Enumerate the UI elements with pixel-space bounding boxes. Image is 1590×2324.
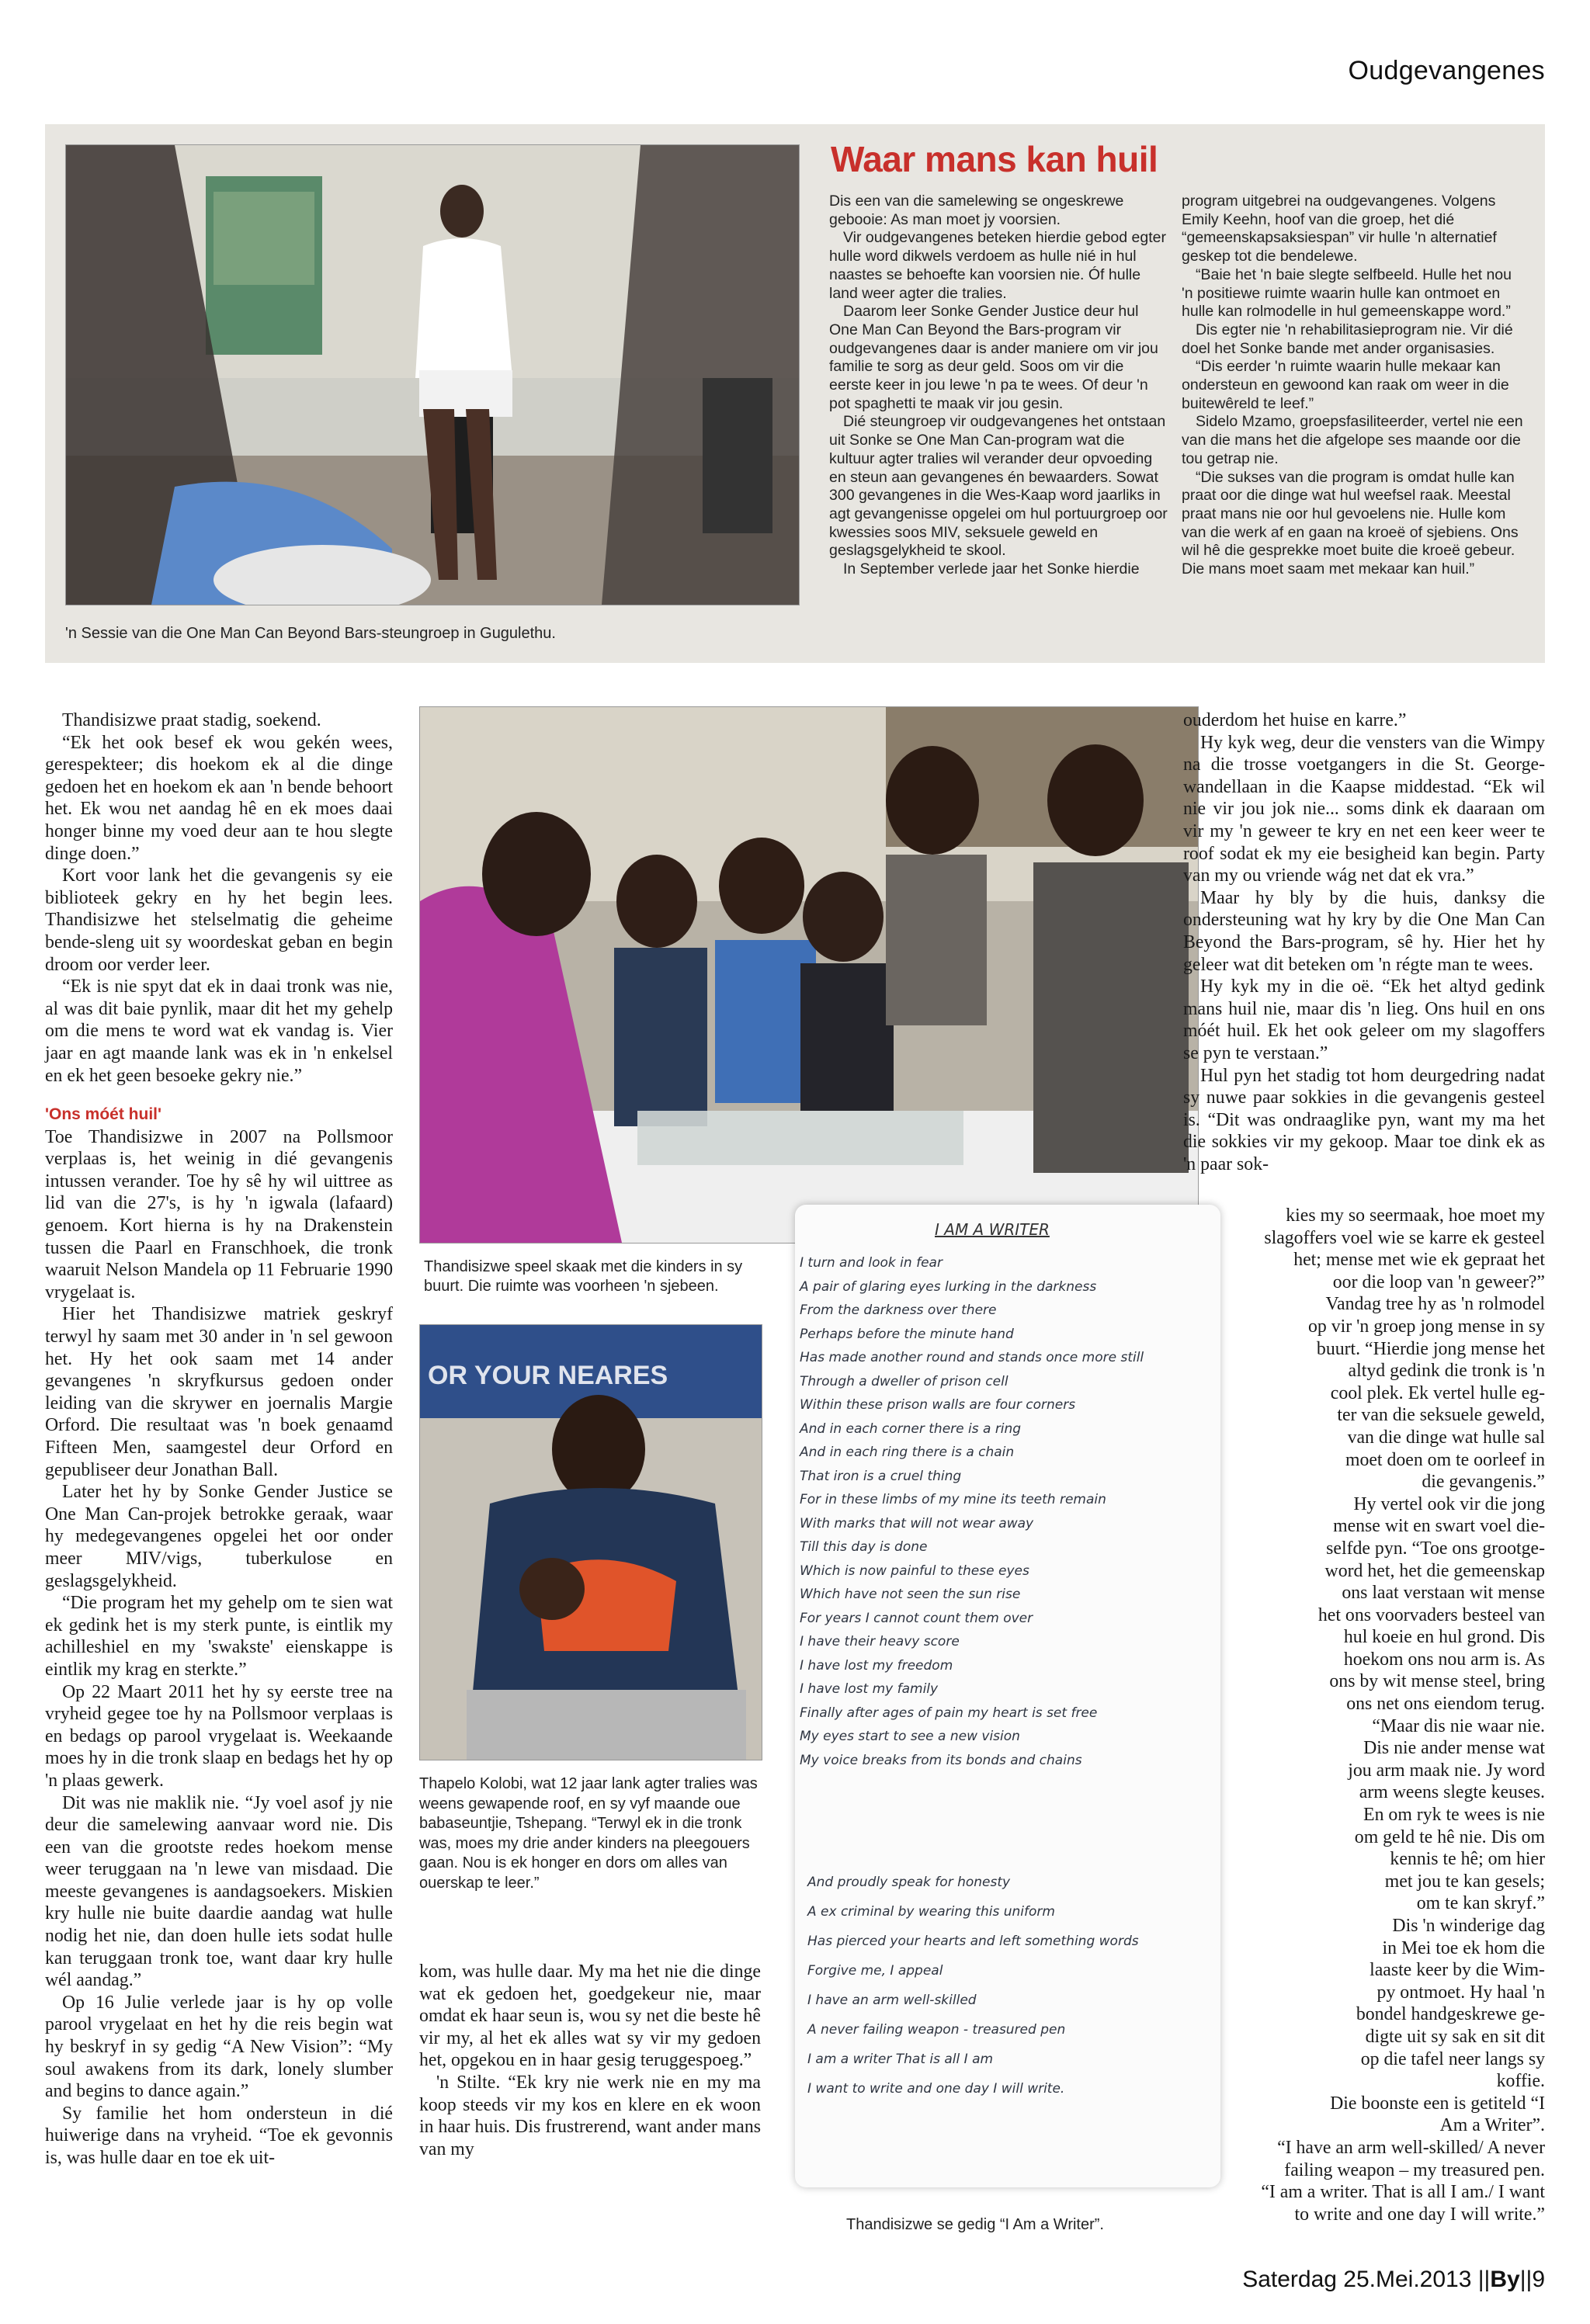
poem-handwriting — [800, 1251, 1203, 1772]
sidebar-paragraph: Dis een van die samelewing se ongeskrewe gebooie: As man moet jy voorsien. — [829, 193, 1124, 228]
article-line: op vir 'n groep jong mense in sy — [1307, 1316, 1545, 1337]
article-line: Vandag tree hy as 'n rolmodel — [1325, 1294, 1545, 1315]
poem-line: With marks that will not wear away — [800, 1515, 1034, 1531]
poem-line: For in these limbs of my mine its teeth remain — [800, 1492, 1106, 1507]
sidebar-paragraph: “Die sukses van die program is omdat hulle kan praat oor die dinge wat hul weefsel raak. Meestal praat mans nie oor hul gevoelens nie. Hulle kom van die werk af en gaan na kroeë of sjebiens. Ons wil hê die gesprekke moet buite die kroeë gebeur. Die mans moet saam met mekaar kan huil.” — [1182, 468, 1519, 578]
poem-line: That iron is a cruel thing — [800, 1468, 962, 1484]
poem-title: I AM A WRITER — [935, 1220, 1050, 1239]
chess-photo — [419, 706, 1199, 1244]
article-line: oor die loop van 'n geweer?” — [1332, 1271, 1545, 1292]
article-line: van die dinge wat hulle sal — [1347, 1427, 1545, 1448]
article-line: “I am a writer. That is all I am./ I want — [1261, 2182, 1545, 2203]
article-line: Dis 'n winderige dag — [1392, 1916, 1545, 1936]
article-line: op die tafel neer langs sy — [1360, 2048, 1545, 2069]
sidebar-paragraph: Dié steungroep vir oudgevangenes het ontstaan uit Sonke se One Man Can-program wat die kultuur agter tralies wil verander deur opvoeding en steun aan gevangenes én bewaarders. Sowat 300 gevangenes in die Wes-Kaap word jaarliks in agt gevangenisse opgelei om hul portuurgroep oor kwessies soos MIV, seksuele geweld en geslagsgelykheid te skool. — [829, 413, 1168, 560]
sidebar-paragraph: Vir oudgevangenes beteken hierdie gebod egter hulle word dikwels verdoem as hulle nié in hul naastes se behoefte kan voorsien nie. Óf hulle land weer agter die tralies. — [829, 229, 1166, 302]
article-line: ons laat verstaan wit mense — [1342, 1583, 1545, 1604]
poem-line: My voice breaks from its bonds and chains — [800, 1752, 1082, 1768]
poem-line: Forgive me, I appeal — [807, 1963, 943, 1979]
section-label: Oudgevangenes — [1348, 56, 1545, 85]
article-line: om geld te hê nie. Dis om — [1354, 1826, 1545, 1847]
article-paragraph: Maar hy bly by die huis, danksy die ondersteuning wat hy kry by die One Man Can Beyond the Bars-program, sê hy. Hier het hy geleer wat dit beteken om 'n régte man te wees. — [1183, 887, 1545, 975]
article-paragraph: Op 22 Maart 2011 het hy sy eerste tree na vryheid gegee toe hy na Pollsmoor verplaas is en bedags op parool vrygelaat is. Weekaande moes hy in die tronk slaap en bedags het hy op 'n plaas gewerk. — [45, 1681, 393, 1791]
sidebar-paragraph: program uitgebrei na oudgevangenes. Volgens Emily Keehn, hoof van die groep, het dié “gemeenskapsaksiespan” vir hulle 'n alternatief geskep tot die bendelewe. — [1182, 193, 1497, 265]
poem-line: Within these prison walls are four corners — [800, 1397, 1076, 1413]
article-line: digte uit sy sak en sit dit — [1365, 2026, 1545, 2047]
article-line: in Mei toe ek hom die — [1382, 1937, 1545, 1958]
article-line: kennis te hê; om hier — [1390, 1849, 1545, 1870]
poem-line: A never failing weapon - treasured pen — [807, 2022, 1066, 2038]
article-line: het ons voorvaders besteel van — [1317, 1604, 1545, 1625]
sidebar-paragraph: Daarom leer Sonke Gender Justice deur hul One Man Can Beyond the Bars-program vir oudgevangenes daar is ander maniere om vir jou familie te sorg as deur geld. Soos om vir die eerste keer in jou lewe 'n pa te wees. Of deur 'n pot spaghetti te maak vir jou gesin. — [829, 303, 1158, 412]
article-line: altyd gedink die tronk is 'n — [1348, 1361, 1545, 1382]
poem-line: I have an arm well-skilled — [807, 1993, 977, 2008]
poem-line: A ex criminal by wearing this uniform — [807, 1904, 1055, 1920]
article-column-3 — [1183, 709, 1545, 1175]
article-paragraph: Thandisizwe praat stadig, soekend. — [62, 710, 321, 730]
article-line: slagoffers voel wie se karre ek gesteel — [1264, 1227, 1545, 1248]
article-paragraph: Sy familie het hom ondersteun in dié huiwerige dans na vryheid. “Toe ek gevonnis is, was hulle daar en toe ek uit- — [45, 2103, 393, 2168]
article-column-1 — [45, 709, 393, 2170]
article-line: “Maar dis nie waar nie. — [1372, 1715, 1545, 1736]
article-paragraph: 'n Stilte. “Ek kry nie werk nie en my ma koop steeds vir my kos en klere en ek woon in haar huis. Dis frustrerend, want ander mans van my — [419, 2072, 761, 2159]
sidebar-column-2 — [1182, 193, 1526, 579]
article-column-3-wrap — [1183, 1205, 1545, 2225]
article-paragraph: “Ek het ook besef ek wou gekén wees, gerespekteer; dis hoekom ek al die dinge gedoen het en hoekom ek aan 'n bende behoort het. Ek wou net aandag hê en ek moes daai honger binne my voed deur aan te hou slegte dinge doen.” — [45, 732, 393, 864]
article-line: om te kan skryf.” — [1416, 1893, 1545, 1914]
poem-line: I have their heavy score — [800, 1634, 960, 1649]
article-line: selfde pyn. “Toe ons grootge- — [1326, 1538, 1545, 1559]
article-line: buurt. “Hierdie jong mense het — [1316, 1338, 1545, 1359]
article-line: py ontmoet. Hy haal 'n — [1376, 1982, 1545, 2003]
article-paragraph: Toe Thandisizwe in 2007 na Pollsmoor verplaas is, het weinig in dié gevangenis intussen verander. Toe hy sê hy wil uittree as lid van die 27's, is hy 'n igwala (lafaard) genoem. Kort hierna is hy na Drakenstein tussen die Paarl en Franschhoek, die tronk waaruit Nelson Mandela op 11 Februarie 1990 vrygelaat is. — [45, 1126, 393, 1302]
top-photo-caption: 'n Sessie van die One Man Can Beyond Bars-steungroep in Gugulethu. — [65, 625, 556, 642]
poem-line: A pair of glaring eyes lurking in the darkness — [800, 1278, 1097, 1295]
poem-line: And proudly speak for honesty — [807, 1875, 1011, 1890]
poem-caption: Thandisizwe se gedig “I Am a Writer”. — [846, 2216, 1104, 2233]
sidebar-paragraph: “Baie het 'n baie slegte selfbeeld. Hulle het nou 'n positiewe ruimte waarin hulle kan ontmoet en hulle kan rolmodelle in hul gemeenskappe word.” — [1182, 265, 1512, 321]
article-line: jou arm maak nie. Jy word — [1348, 1760, 1545, 1781]
article-line: koffie. — [1496, 2071, 1545, 2092]
poem-handwriting-part-2 — [807, 1868, 1211, 2104]
article-line: ons by wit mense steel, bring — [1329, 1671, 1545, 1692]
article-line: Hy vertel ook vir die jong — [1353, 1493, 1545, 1514]
article-line: kies my so seermaak, hoe moet my — [1286, 1205, 1545, 1226]
article-line: moet doen om te oorleef in — [1345, 1449, 1545, 1470]
article-line: laaste keer by die Wim- — [1370, 1960, 1545, 1981]
article-line: hoekom ons nou arm is. As — [1343, 1649, 1545, 1670]
poem-line: Through a dweller of prison cell — [800, 1373, 1009, 1389]
poem-line: Perhaps before the minute hand — [800, 1326, 1014, 1342]
sidebar-paragraph: Sidelo Mzamo, groepsfasiliteerder, vertel nie een van die mans het die afgelope ses maande oor die tou getrap nie. — [1182, 413, 1523, 467]
banner-text: OR YOUR NEARES — [428, 1361, 668, 1390]
article-line: hul koeie en hul grond. Dis — [1343, 1627, 1545, 1648]
article-line: ons net ons eiendom terug. — [1346, 1694, 1545, 1715]
support-group-photo — [65, 144, 800, 605]
page-number: 9 — [1532, 2267, 1545, 2292]
poem-line: Has made another round and stands once more still — [800, 1350, 1144, 1365]
article-paragraph: ouderdom het huise en karre.” — [1183, 710, 1407, 730]
article-paragraph: Kort voor lank het die gevangenis sy eie biblioteek gekry en hy het begin lees. Thandisizwe het stelselmatig die geheime bende-sleng uit sy woordeskat geban en begin droom oor verder leer. — [45, 865, 393, 975]
magazine-brand: By — [1490, 2267, 1520, 2292]
article-line: word het, het die gemeenskap — [1324, 1560, 1545, 1581]
footer-separator-2: || — [1519, 2267, 1533, 2292]
poem-line: Which is now painful to these eyes — [800, 1563, 1029, 1579]
poem-line: For years I cannot count them over — [800, 1610, 1033, 1626]
article-paragraph: “Die program het my gehelp om te sien wat ek gedink het is my sterk punte, is eintlik my achilleshiel en my 'swakste' eienskappe is eintlik my krag en sterkte.” — [45, 1593, 393, 1680]
article-line: bondel handgeskrewe ge- — [1356, 2004, 1545, 2025]
poem-line: I turn and look in fear — [800, 1255, 943, 1271]
article-line: cool plek. Ek vertel hulle eg- — [1330, 1382, 1545, 1403]
article-paragraph: Hy kyk weg, deur die vensters van die Wimpy na die trosse voetgangers in die St. George-wandellaan in die Kaapse middestad. “Ek wil nie vir jou jok nie... soms dink ek daaraan om vir my 'n geweer te kry en net een keer weer te roof sodat ek my eie besigheid kan begin. Party van my ou vriende wág net dat ek vra.” — [1183, 732, 1545, 886]
article-paragraph: Hul pyn het stadig tot hom deurgedring nadat sy nuwe paar sokkies in die gevangenis gesteel is. “Dit was ondraaglike pyn, want my ma het die sokkies vir my gekoop. Maar toe dink ek as 'n paar sok- — [1183, 1065, 1545, 1174]
article-paragraph: Later het hy by Sonke Gender Justice se One Man Can-projek betrokke geraak, waar hy medegevangenes opgelei het oor onder meer MIV/vigs, tuberkulose en geslagsgelykheid. — [45, 1482, 393, 1591]
poem-line: Has pierced your hearts and left something words — [807, 1934, 1139, 1949]
poem-line: And in each corner there is a ring — [800, 1420, 1022, 1437]
article-line: met jou te kan gesels; — [1384, 1871, 1545, 1892]
sidebar-paragraph: In September verlede jaar het Sonke hierdie — [843, 560, 1140, 578]
article-line: ter van die seksuele geweld, — [1337, 1405, 1545, 1426]
father-baby-photo — [419, 1324, 762, 1760]
article-paragraph: Hier het Thandisizwe matriek geskryf terwyl hy saam met 30 ander in 'n sel gewoon het. Hy het ook saam met 14 ander gevangenes 'n skryfkursus gedoen onder leiding van die skrywer en joernalis Margie Orford. Die resultaat was 'n boek genaamd Fifteen Men, saamgestel deur Orford en gepubliseer deur Jonathan Ball. — [45, 1304, 393, 1480]
article-line: “I have an arm well-skilled/ A never — [1277, 2137, 1545, 2158]
poem-line: Finally after ages of pain my heart is set free — [800, 1705, 1098, 1721]
article-line: Am a Writer”. — [1439, 2115, 1545, 2136]
poem-line: I am a writer That is all I am — [807, 2052, 994, 2067]
poem-line: I have lost my freedom — [800, 1657, 953, 1674]
poem-line: My eyes start to see a new vision — [800, 1729, 1020, 1744]
sidebar-column-1 — [829, 193, 1168, 579]
issue-date: Saterdag 25.Mei.2013 — [1242, 2267, 1472, 2292]
sidebar-paragraph: “Dis eerder 'n ruimte waarin hulle mekaar kan ondersteun en gewoond kan raak om weer in die buitewêreld te leef.” — [1182, 358, 1509, 412]
sidebar-paragraph: Dis egter nie 'n rehabilitasieprogram nie. Vir dié doel het Sonke bande met ander organisasies. — [1182, 321, 1513, 357]
article-paragraph: kom, was hulle daar. My ma het nie die dinge wat ek gedoen het, goedgekeur nie, maar omdat ek haar seun is, wou sy net die beste hê vir my, al het ek alles wat sy vir my gedoen het, opgekou en in haar gesig teruggespoeg.” — [419, 1962, 761, 2071]
poem-line: And in each ring there is a chain — [800, 1445, 1015, 1460]
article-line: mense wit en swart voel die- — [1333, 1516, 1545, 1537]
article-line: arm weens slegte keuses. — [1359, 1782, 1545, 1803]
poem-line: I have lost my family — [800, 1681, 939, 1697]
poem-line: I want to write and one day I will write. — [807, 2081, 1065, 2097]
article-paragraph: “Ek is nie spyt dat ek in daai tronk was nie, al was dit baie pynlik, maar dit het my gehelp om die mens te word wat ek vandag is. Vier jaar en agt maande lank was ek in 'n enkelsel en ek het geen besoeke gekry nie.” — [45, 976, 393, 1086]
article-paragraph: Hy kyk my in die oë. “Ek het altyd gedink mans huil nie, maar dis 'n lieg. Ons huil en ons móét huil. Ek het ook geleer om my slagoffers se pyn te verstaan.” — [1183, 976, 1545, 1063]
article-line: En om ryk te wees is nie — [1363, 1805, 1545, 1826]
article-line: het; mense met wie ek gepraat het — [1293, 1250, 1545, 1271]
article-paragraph: Dit was nie maklik nie. “Jy voel asof jy nie deur die samelewing aanvaar word nie. Dis een van die grootste redes hoekom mense weer teruggaan na 'n lewe van misdaad. Die meeste gevangenes is aandagsoekers. Miskien kry hulle nie buite daardie aandag wat hulle nodig het nie, dan doen hulle iets sodat hulle kan teruggaan tronk toe, want daar kry hulle wél aandag.” — [45, 1792, 393, 1991]
chess-photo-caption: Thandisizwe speel skaak met die kinders in sy buurt. Die ruimte was voorheen 'n sjebeen. — [424, 1258, 743, 1295]
article-line: die gevangenis.” — [1422, 1472, 1545, 1493]
article-column-2 — [419, 1961, 761, 2160]
poem-line: Which have not seen the sun rise — [800, 1587, 1021, 1602]
sidebar-headline: Waar mans kan huil — [831, 139, 1158, 179]
article-paragraph: Op 16 Julie verlede jaar is hy op volle parool vrygelaat en het hy die reis begin wat hy beskryf in sy gedig “A New Vision”: “My soul awakens from its dark, lonely slumber and begins to dance again.” — [45, 1992, 393, 2102]
article-subheading: 'Ons móét huil' — [45, 1105, 161, 1124]
baby-photo-caption: Thapelo Kolobi, wat 12 jaar lank agter tralies was weens gewapende roof, en sy vyf maande oue babaseuntjie, Tshepang. “Terwyl ek in die tronk was, moes my drie ander kinders na pleegouers gaan. Nou is ek honger en dors om alles van ouerskap te leer.” — [419, 1775, 758, 1892]
footer-separator: || — [1477, 2267, 1491, 2292]
poem-line: From the darkness over there — [800, 1302, 997, 1318]
page-footer — [1242, 2267, 1545, 2293]
article-line: Die boonste een is getiteld “I — [1330, 2093, 1545, 2114]
poem-line: Till this day is done — [800, 1539, 928, 1555]
article-line: failing weapon – my treasured pen. — [1284, 2159, 1545, 2180]
article-line: Dis nie ander mense wat — [1363, 1738, 1545, 1759]
article-line: to write and one day I will write.” — [1294, 2204, 1545, 2225]
